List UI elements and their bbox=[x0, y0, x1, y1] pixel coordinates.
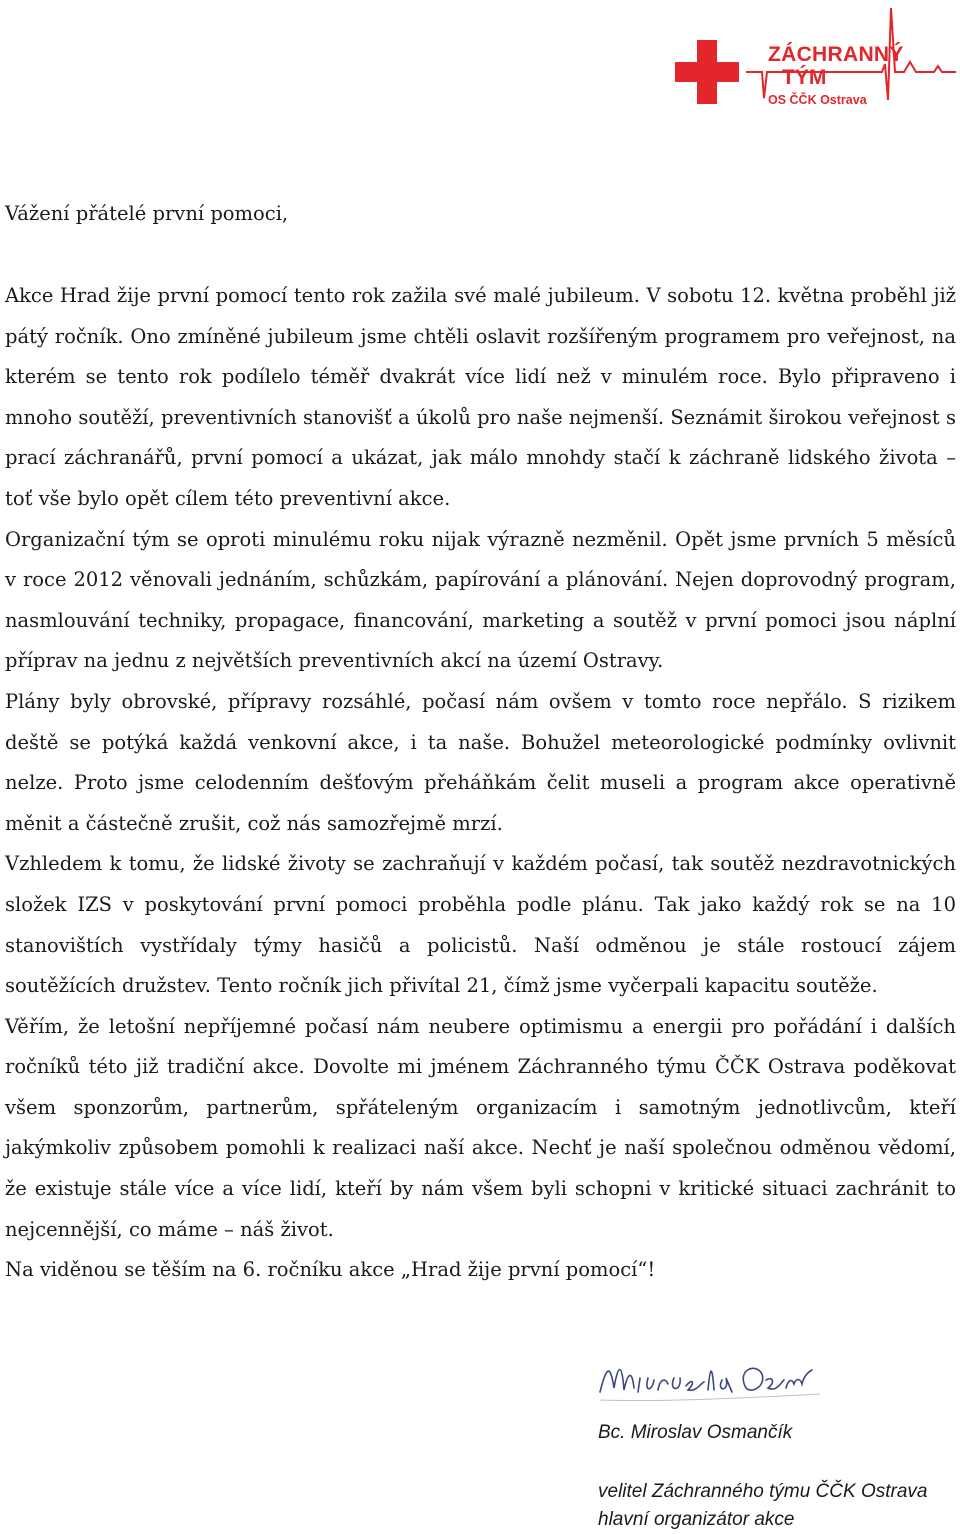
logo-text bbox=[768, 44, 904, 107]
letter-greeting: Vážení přátelé první pomoci, bbox=[5, 202, 289, 225]
logo-title: ZÁCHRANNÝ bbox=[768, 43, 904, 66]
paragraph: Vzhledem k tomu, že lidské životy se zachraňují v každém počasí, tak soutěž nezdravotnických složek IZS v poskytování první pomoci proběhla podle plánu. Tak jako každý rok se na 10 stanovištích vystřídaly týmy hasičů a policistů. Naší odměnou je stále rostoucí zájem soutěžících družstev. Tento ročník jich přivítal 21, čímž jsme vyčerpali kapacitu soutěže. bbox=[5, 852, 956, 998]
signer-function: hlavní organizátor akce bbox=[598, 1509, 795, 1530]
logo-branch: OS ČČK Ostrava bbox=[768, 93, 867, 107]
paragraph: Plány byly obrovské, přípravy rozsáhlé, počasí nám ovšem v tomto roce nepřálo. S rizikem deště se potýká každá venkovní akce, i ta naše. Bohužel meteorologické podmínky ovlivnit nelze. Proto jsme celodenním dešťovým přeháňkám čelit museli a program akce operativně měnit a částečně zrušit, což nás samozřejmě mrzí. bbox=[5, 689, 956, 835]
letter-body bbox=[5, 276, 956, 1291]
signer-role bbox=[598, 1478, 927, 1534]
paragraph: Organizační tým se oproti minulému roku nijak výrazně nezměnil. Opět jsme prvních 5 měsíců v roce 2012 věnovali jednáním, schůzkám, papírování a plánování. Nejen doprovodný program, nasmlouvání techniky, propagace, financování, marketing a soutěž v první pomoci jsou náplní příprav na jednu z největších preventivních akcí na území Ostravy. bbox=[5, 527, 956, 673]
signer-name: Bc. Miroslav Osmančík bbox=[598, 1422, 793, 1443]
paragraph: Akce Hrad žije první pomocí tento rok zažila své malé jubileum. V sobotu 12. května proběhl již pátý ročník. Ono zmíněné jubileum jsme chtěli oslavit rozšířeným programem pro veřejnost, na kterém se tento rok podílelo téměř dvakrát více lidí než v minulém roce. Bylo připraveno i mnoho soutěží, preventivních stanovišť a úkolů pro naše nejmenší. Seznámit širokou veřejnost s prací záchranářů, první pomocí a ukázat, jak málo mnohdy stačí k záchraně lidského života – toť vše bylo opět cílem této preventivní akce. bbox=[5, 284, 956, 510]
paragraph: Na viděnou se těším na 6. ročníku akce „Hrad žije první pomocí“! bbox=[5, 1258, 656, 1282]
signer-title: velitel Záchranného týmu ČČK Ostrava bbox=[598, 1481, 928, 1502]
organization-logo bbox=[672, 0, 960, 120]
logo-subtitle: TÝM bbox=[782, 66, 827, 89]
paragraph: Věřím, že letošní nepříjemné počasí nám neubere optimismu a energii pro pořádání i dalších ročníků této již tradiční akce. Dovolte mi jménem Záchranného týmu ČČK Ostrava poděkovat všem sponzorům, partnerům, spřáteleným organizacím i samotným jednotlivcům, kteří jakýmkoliv způsobem pomohli k realizaci naší akce. Nechť je naší společnou odměnou vědomí, že existuje stále více a více lidí, kteří by nám všem byli schopni v kritické situaci zachránit to nejcennější, co máme – náš život. bbox=[5, 1014, 956, 1241]
handwritten-signature bbox=[596, 1348, 826, 1412]
